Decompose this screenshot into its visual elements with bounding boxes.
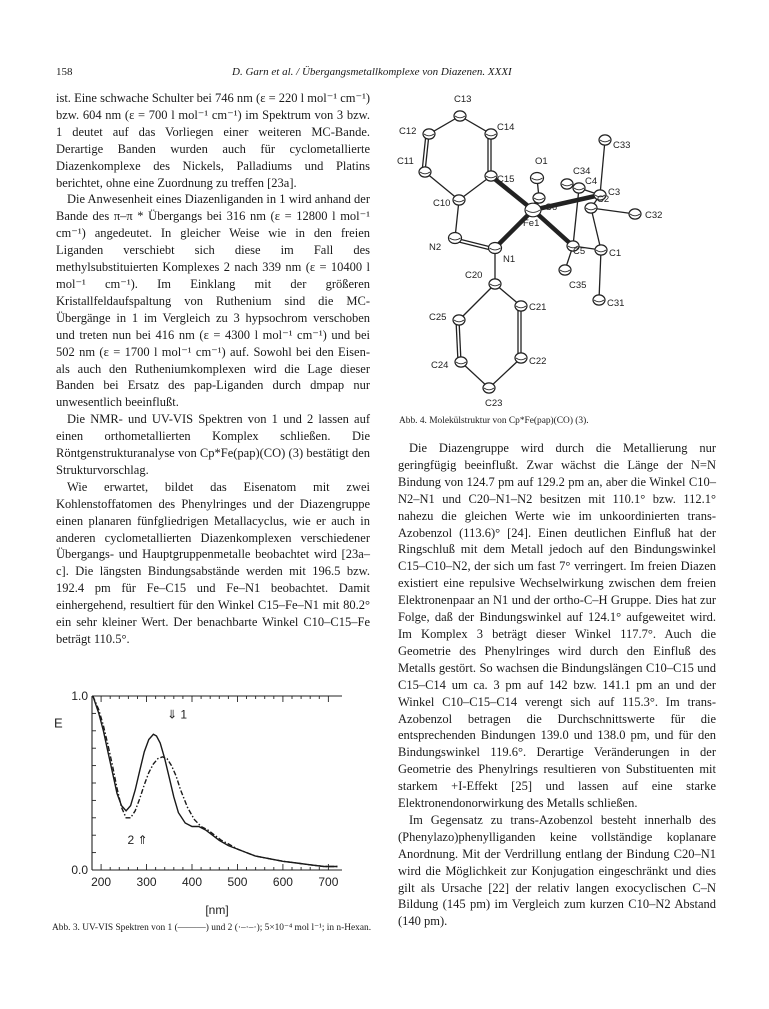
atom-label: N1 [503,254,516,265]
atom-label: Fe1 [523,218,540,229]
page-number: 158 [56,66,73,78]
atom-label: C23 [485,398,503,409]
x-tick-label: 200 [91,875,112,889]
atom-n1 [489,242,502,253]
figure4-caption: Abb. 4. Molekülstruktur von Cp*Fe(pap)(CO) (3). [399,416,589,426]
left-column [56,90,370,648]
x-tick-label: 600 [272,875,293,889]
atom-label: O1 [535,156,548,167]
atom-label: C12 [399,126,417,137]
atom-label: N2 [429,242,442,253]
atom-label: C34 [573,166,591,177]
paragraph: Die NMR- und UV-VIS Spektren von 1 und 2 lassen auf einen orthometallierten Komplex schließen. Die Röntgenstrukturanalyse von Cp*Fe(pap)(CO) (3) bestätigt den Strukturvorschlag. [56,412,370,477]
atom-label: C6 [545,202,558,213]
x-tick-label: 400 [181,875,203,889]
atom-label: C32 [645,210,663,221]
atom-label: C3 [608,187,621,198]
annotation-2: 2 ⇑ [127,832,148,847]
atom-label: C15 [497,174,515,185]
x-tick-label: 300 [136,875,157,889]
y-tick-label: 1.0 [71,690,88,703]
paragraph: Wie erwartet, bildet das Eisenatom mit zwei Kohlenstoffatomen des Phenylringes und der Diazengruppe einen planaren fünfgliedrigen Metallacyclus, wie er auch in anderen cyclometallierten Diazenkomplexen verschiedener Übergangs- und Hauptgruppenmetalle beobachtet wird [23a–c]. Die längsten Bindungsabstände werden mit 196.5 bzw. 192.4 pm für Fe–C15 und Fe–N1 beobachtet. Damit einhergehend, resultiert für den Winkel C15–Fe–N1 mit 80.2° ein sehr kleiner Wert. Der benachbarte Winkel C10–C15–Fe beträgt 110.5°. [56,479,370,646]
right-column [398,440,716,930]
atom-label: C11 [397,156,414,167]
atom-label: C14 [497,122,515,133]
atom-label: C21 [529,302,547,313]
atom-label: C1 [609,248,622,259]
atom-label: C25 [429,312,447,323]
paragraph: ist. Eine schwache Schulter bei 746 nm (ε = 220 l mol⁻¹ cm⁻¹) bzw. 604 nm (ε = 700 l mol⁻¹ cm⁻¹) im Spektrum von 3 bzw. 1 deutet auf das Vorliegen einer weiteren MC-Bande. Derartige Banden wurden auch für cyclometallierte Diazenkomplexe des Nickels, Palladiums und Platins berichtet, ohne eine Zuordnung zu treffen [23a]. [56,91,370,190]
atom-label: C5 [573,246,586,257]
atom-fe1 [525,203,541,217]
atom-label: C2 [597,194,610,205]
y-axis-label: E [54,715,63,731]
atom-label: C22 [529,356,547,367]
atom-label: C13 [454,94,472,105]
atom-label: C10 [433,198,451,209]
figure3-caption: Abb. 3. UV-VIS Spektren von 1 (———) und 2 (·–·–·); 5×10⁻⁴ mol l⁻¹; in n-Hexan. [52,923,372,933]
paragraph: Die Diazengruppe wird durch die Metallierung nur geringfügig beeinflußt. Zwar wächst die Länge der N=N Bindung von 124.7 pm auf 129.2 pm an, aber die Winkel C10–N2–N1 und C20–N1–N2 besitzen mit 110.1° bzw. 112.1° nahezu die gleichen Werte wie im unkoordinierten trans-Azobenzol (113.6)° [24]. Einen deutlichen Einfluß hat der Ringschluß mit dem Metall jedoch auf den Bindungswinkel C15–C10–N2, der sich um fast 7° verringert. Im freien Diazen existiert eine repulsive Wechselwirkung zwischen dem freien Elektronenpaar an N1 und der ortho-C–H Gruppe. Dies hat zur Folge, daß der Bindungswinkel auf 124.1° aufgeweitet wird. Im Komplex 3 beträgt dieser Winkel 117.7°. Auch die Geometrie des Phenylringes wird durch den Einfluß des Metalls gestört. So wachsen die Bindungslängen C10–C15 und C15–C14 um ca. 3 pm auf 142 bzw. 141.1 pm an und der Winkel C10–C15–C14 verengt sich auf 115.3°. Im trans-Azobenzol betragen die Durchschnittswerte für die entsprechenden Bindungen 139.0 und 138.0 pm, und für den Bindungswinkel 119.6°. Derartige Veränderungen in der Geometrie des Phenylrings resultieren von Substituenten mit starkem +I-Effekt [25] und lassen auf eine starke Elektronendonorwirkung des Metalls schließen. [398,441,716,811]
y-tick-label: 0.0 [71,863,88,877]
annotation-1: ⇓ 1 [167,707,188,722]
running-title: D. Garn et al. / Übergangsmetallkomplexe von Diazenen. XXXI [232,66,512,78]
paragraph: Im Gegensatz zu trans-Azobenzol besteht innerhalb des (Phenylazo)phenylliganden keine vollständige koplanare Anordnung. Mit der Verdrillung entlang der Bindung C20–N1 wird die Möglichkeit zur Konjugation eingeschränkt und dies gilt als Ursache [22] der relativ langen exocyclischen C–N Bildung (145 pm) im Vergleich zum kurzen C10–N2 Abstand (140 pm). [398,812,716,929]
atom-label: C33 [613,140,631,151]
x-axis-label: [nm] [205,903,229,917]
atom-label: C24 [431,360,449,371]
atom-label: C31 [607,298,625,309]
x-tick-label: 500 [227,875,248,889]
atom-label: C4 [585,176,598,187]
atom-label: C20 [465,270,483,281]
atom-o1 [531,172,544,183]
uv-vis-chart [48,690,370,918]
x-tick-label: 700 [318,875,339,889]
atom-n2 [449,232,462,243]
molecular-structure-figure [395,88,725,410]
paragraph: Die Anwesenheit eines Diazenliganden in 1 wird anhand der Bande des π–π * Übergangs bei 316 nm (ε = 12800 l mol⁻¹ cm⁻¹) angedeutet. In gleicher Weise wie in den freien Liganden verschiebt sich diese im Fall des methylsubstituierten Komplexes 2 nach 339 nm (ε = 10400 l mol⁻¹ cm⁻¹). Im Einklang mit der größeren Kristallfeldaufspaltung von Ruthenium sind die MC-Übergänge in 1 im Vergleich zu 3 hypsochrom verschoben und treten nun bei 416 nm (ε = 4300 l mol⁻¹ cm⁻¹) und bei 502 nm (ε = 1700 l mol⁻¹ cm⁻¹) auf. Sowohl bei den Eisen- als auch den Rutheniumkomplexen wird die Lage dieser Banden bei Ersatz des pap-Liganden durch dmpap nur unwesentlich beeinflußt. [56,192,370,410]
atom-label: C35 [569,280,587,291]
